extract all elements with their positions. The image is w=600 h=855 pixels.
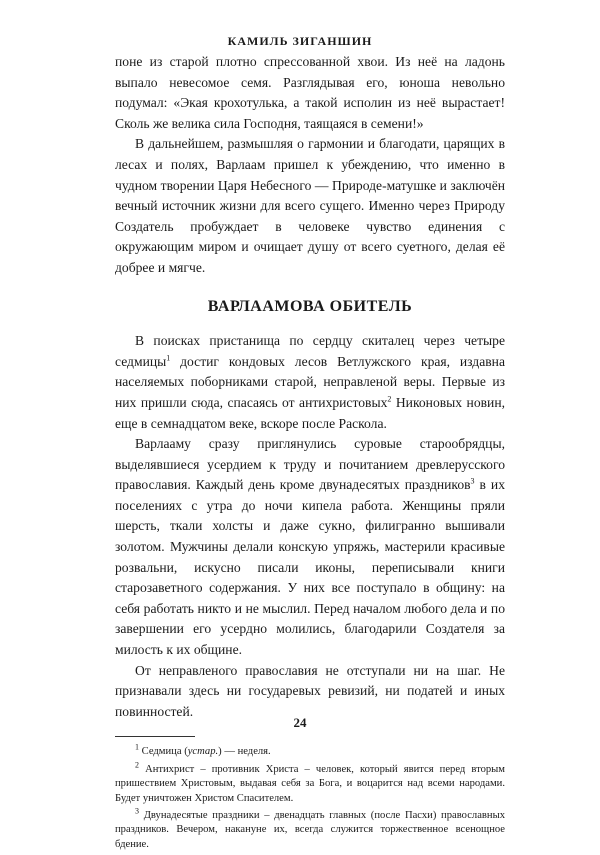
- footnote: [115, 760, 505, 806]
- footnote-ref: 2: [387, 394, 392, 404]
- text-run: Варлааму сразу приглянулись суровые старообрядцы, выделявшиеся усердием к труду и почитанием древлерусского православия. Каждый день кроме двунадесятых праздников: [115, 436, 505, 493]
- footnote-text: Антихрист – противник Христа – человек, который явится перед вторым пришествием Христовым, выдавая себя за Бога, и воцарится над всеми народами. Будет уничтожен Христом Спасителем.: [115, 763, 505, 804]
- footnote-text: ) — неделя.: [218, 746, 271, 758]
- paragraph: [115, 331, 505, 434]
- footnote-rule: [115, 736, 195, 737]
- page-number: 24: [293, 715, 307, 730]
- footnote-em: устар.: [187, 746, 219, 758]
- running-head: КАМИЛЬ ЗИГАНШИН: [227, 34, 373, 48]
- footnote-mark: 3: [135, 806, 139, 816]
- paragraph: В дальнейшем, размышляя о гармонии и благодати, царящих в лесах и полях, Варлаам пришел к убеждению, что именно в чудном творении Царя Небесного — Природе-матушке и заключён вечный источник жизни для всего сущего. Именно через Природу Создатель пробуждает в человеке чувство единения с окружающим миром и очищает душу от всего суетного, делая её добрее и мягче.: [115, 136, 505, 275]
- text-run: Никоновых новин, еще в семнадцатом веке, вскоре после Раскола.: [115, 394, 505, 431]
- footnote: [115, 742, 505, 759]
- text-run: достиг кондовых лесов Ветлужского края, издавна населяемых поборниками старой, неправленой веры. Первые из них пришли сюда, спасаясь от антихристовых: [115, 353, 505, 410]
- footnote: [115, 806, 505, 852]
- paragraph-continued: поне из старой плотно спрессованной хвои. Из неё на ладонь выпало невесомое семя. Разглядывая его, юноша невольно подумал: «Экая крохотулька, а такой исполин из неё вырастает! Сколь же велика сила Господня, таящаяся в семени!»: [115, 54, 505, 131]
- paragraph: [115, 434, 505, 661]
- footnote-text: Седмица (: [139, 746, 188, 758]
- footnotes: [115, 742, 505, 852]
- footnote-text: Двунадесятые праздники – двенадцать главных (после Пасхи) православных праздников. Вечером, накануне их, всегда служится торжественное всенощное бдение.: [115, 810, 505, 850]
- text-run: В поисках пристанища по сердцу скиталец через четыре седмицы: [115, 333, 505, 369]
- footnote-mark: 2: [135, 760, 139, 770]
- page-body: [115, 52, 505, 855]
- footnote-ref: 1: [166, 353, 171, 363]
- footnote-ref: 3: [470, 476, 475, 486]
- text-run: в их поселениях с утра до ночи кипела работа. Женщины пряли шерсть, ткали холсты и даже сукно, филигранно вышивали золотом. Мужчины делали конскую упряжь, мастерили красивые розвальни, искусно писали иконы, переписывали книги старозаветного содержания. У них все поступало в общину: на себя работать никто и не мыслил. Перед началом любого дела и по завершении его усердно молились, благодарили Создателя за милость к их общине.: [115, 477, 505, 658]
- section-title: ВАРЛААМОВА ОБИТЕЛЬ: [207, 297, 413, 315]
- footnote-mark: 1: [135, 742, 139, 752]
- paragraph: От неправленого православия не отступали ни на шаг. Не признавали здесь ни государевых ревизий, ни податей и иных повинностей.: [115, 662, 505, 719]
